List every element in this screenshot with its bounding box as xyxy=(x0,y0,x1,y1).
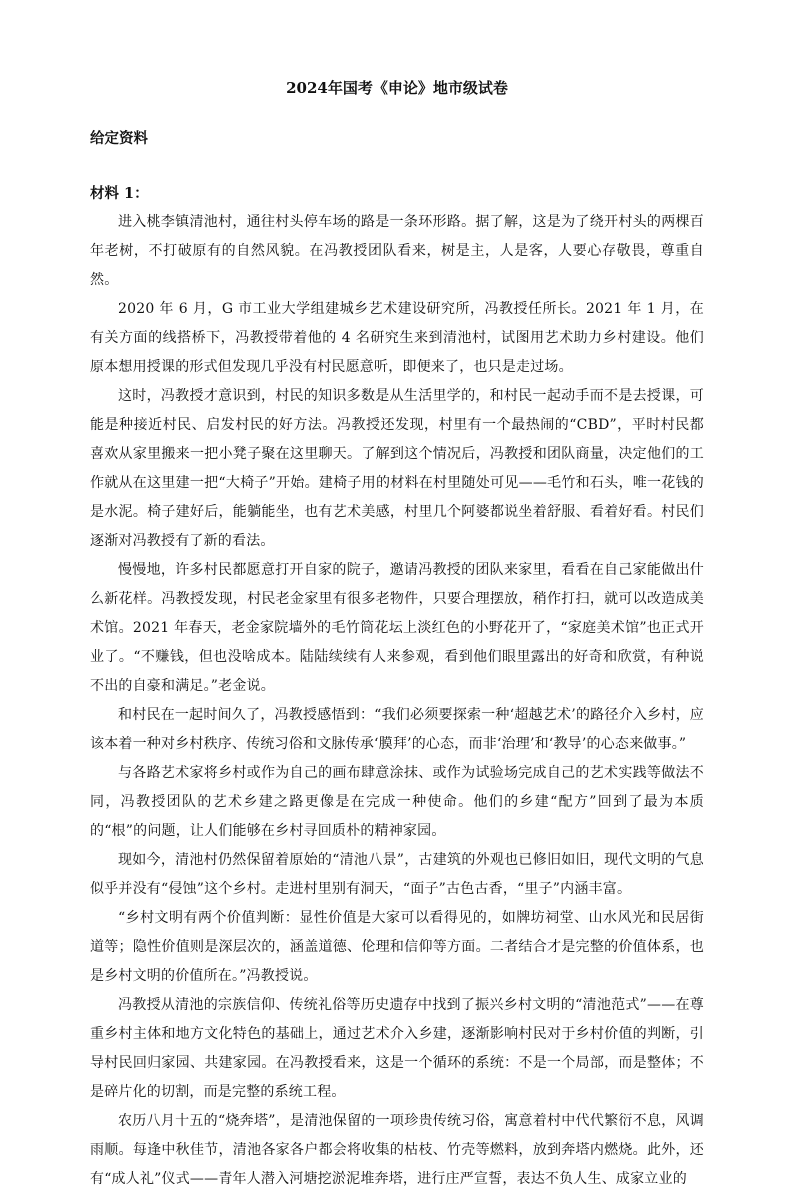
paragraph: 进入桃李镇清池村，通往村头停车场的路是一条环形路。据了解，这是为了绕开村头的两棵百年老树，不打破原有的自然风貌。在冯教授团队看来，树是主，人是客，人要心存敬畏，尊重自然。 xyxy=(90,214,704,288)
paragraph: 慢慢地，许多村民都愿意打开自家的院子，邀请冯教授的团队来家里，看看在自己家能做出什么新花样。冯教授发现，村民老金家里有很多老物件，只要合理摆放，稍作打扫，就可以改造成美术馆。2021 年春天，老金家院墙外的毛竹筒花坛上淡红色的小野花开了，“家庭美术馆”也正式开业了。“不赚钱，但也没啥成本。陆陆续续有人来参观，看到他们眼里露出的好奇和欣赏，有种说不出的自豪和满足。”老金说。 xyxy=(90,562,704,694)
paragraph: 和村民在一起时间久了，冯教授感悟到：“我们必须要探索一种‘超越艺术’的路径介入乡村，应该本着一种对乡村秩序、传统习俗和文脉传承‘膜拜’的心态，而非‘治理’和‘教导’的心态来做事。” xyxy=(90,707,704,752)
paragraph: 现如今，清池村仍然保留着原始的“清池八景”，古建筑的外观也已修旧如旧，现代文明的气息似乎并没有“侵蚀”这个乡村。走进村里别有洞天，“面子”古色古香，“里子”内涵丰富。 xyxy=(90,852,704,897)
section-heading: 给定资料 xyxy=(90,130,148,147)
paragraph: 农历八月十五的“烧奔塔”，是清池保留的一项珍贵传统习俗，寓意着村中代代繁衍不息，风调雨顺。每逢中秋佳节，清池各家各户都会将收集的枯枝、竹壳等燃料，放到奔塔内燃烧。此外，还有“成人礼”仪式——青年人潜入河塘挖淤泥堆奔塔，进行庄严宣誓，表达不负人生、成家立业的 xyxy=(90,1113,704,1187)
exam-title: 2024年国考《申论》地市级试卷 xyxy=(286,79,508,97)
material-label: 材料 1： xyxy=(90,185,149,202)
paragraph: 与各路艺术家将乡村或作为自己的画布肆意涂抹、或作为试验场完成自己的艺术实践等做法不同，冯教授团队的艺术乡建之路更像是在完成一种使命。他们的乡建“配方”回到了最为本质的“根”的问题，让人们能够在乡村寻回质朴的精神家园。 xyxy=(90,765,704,839)
paragraph: 2020 年 6 月，G 市工业大学组建城乡艺术建设研究所，冯教授任所长。2021 年 1 月，在有关方面的线搭桥下，冯教授带着他的 4 名研究生来到清池村，试图用艺术助力乡村建设。他们原本想用授课的形式但发现几乎没有村民愿意听，即便来了，也只是走过场。 xyxy=(90,301,704,375)
paragraph: 这时，冯教授才意识到，村民的知识多数是从生活里学的，和村民一起动手而不是去授课，可能是种接近村民、启发村民的好方法。冯教授还发现，村里有一个最热闹的“CBD”，平时村民都喜欢从家里搬来一把小凳子聚在这里聊天。了解到这个情况后，冯教授和团队商量，决定他们的工作就从在这里建一把“大椅子”开始。建椅子用的材料在村里随处可见——毛竹和石头，唯一花钱的是水泥。椅子建好后，能躺能坐，也有艺术美感，村里几个阿婆都说坐着舒服、看着好看。村民们逐渐对冯教授有了新的看法。 xyxy=(90,388,704,549)
paragraph: “乡村文明有两个价值判断：显性价值是大家可以看得见的，如牌坊祠堂、山水风光和民居街道等；隐性价值则是深层次的，涵盖道德、伦理和信仰等方面。二者结合才是完整的价值体系，也是乡村文明的价值所在。”冯教授说。 xyxy=(90,910,704,984)
paragraph: 冯教授从清池的宗族信仰、传统礼俗等历史遗存中找到了振兴乡村文明的“清池范式”——在尊重乡村主体和地方文化特色的基础上，通过艺术介入乡建，逐渐影响村民对于乡村价值的判断，引导村民回归家园、共建家园。在冯教授看来，这是一个循环的系统：不是一个局部，而是整体；不是碎片化的切割，而是完整的系统工程。 xyxy=(90,997,704,1100)
